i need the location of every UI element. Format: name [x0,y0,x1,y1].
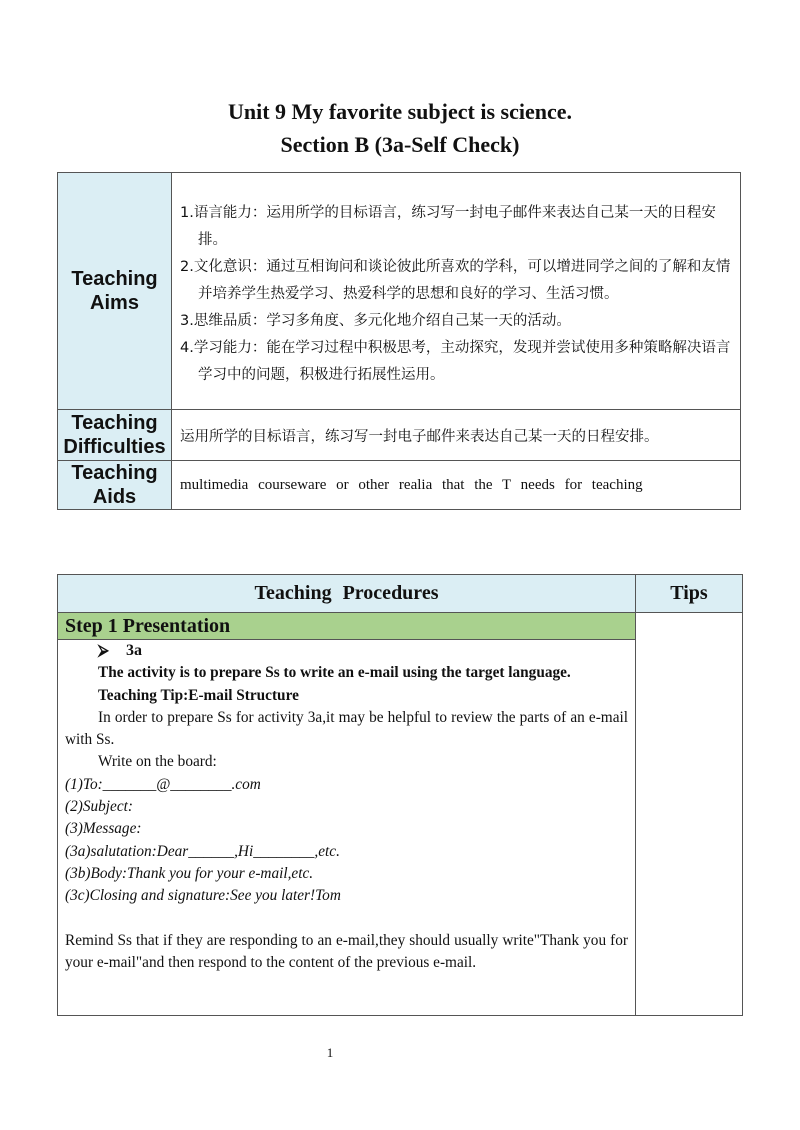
tips-column [636,613,743,1016]
document-subtitle: Section B (3a-Self Check) [280,132,520,157]
teaching-difficulties-content: 运用所学的目标语言，练习写一封电子邮件来表达自己某一天的日程安排。 [172,410,741,461]
remind-paragraph: Remind Ss that if they are responding to an e-mail,they should usually write"Thank you for your e-mail"and then respond to the content of the previous e-mail. [65,931,628,971]
teaching-aims-content [172,173,741,410]
procedures-header: Teaching Procedures [58,575,636,613]
board-line: (3b)Body:Thank you for your e-mail,etc. [65,864,314,882]
teaching-info-table [57,172,741,510]
board-line: (1)To:_______@________.com [65,775,261,793]
aim-item: 1.语言能力：运用所学的目标语言，练习写一封电子邮件来表达自己某一天的日程安排。 [180,204,716,248]
board-line: (2)Subject: [65,798,133,816]
section-3a-heading: ⮚ 3a [65,640,628,662]
step-1-body [58,640,636,1016]
teaching-aims-header: Teaching Aims [58,173,172,410]
teaching-procedures-table [57,574,743,1016]
board-line: (3a)salutation:Dear______,Hi________,etc. [65,842,340,860]
aim-item: 2.文化意识：通过互相询问和谈论彼此所喜欢的学科，可以增进同学之间的了解和友情并培养学生热爱学习、热爱科学的思想和良好的学习、生活习惯。 [180,258,731,302]
tips-header: Tips [636,575,743,613]
teaching-tip-title: Teaching Tip:E-mail Structure [98,686,299,704]
page-number: 1 [326,1045,334,1060]
aim-item: 4.学习能力：能在学习过程中积极思考，主动探究，发现并尝试使用多种策略解决语言学习中的问题，积极进行拓展性运用。 [180,339,731,383]
teaching-aids-content: multimedia courseware or other realia that the T needs for teaching [172,461,741,510]
step-1-heading: Step 1 Presentation [58,613,636,640]
write-on-board-label: Write on the board: [98,753,217,771]
activity-description: The activity is to prepare Ss to write an e-mail using the target language. [98,664,571,682]
arrow-bullet-icon: ⮚ [98,643,109,659]
teaching-tip-text: In order to prepare Ss for activity 3a,it may be helpful to review the parts of an e-mail with Ss. [65,708,628,749]
board-line: (3c)Closing and signature:See you later!Tom [65,887,341,905]
teaching-difficulties-header: Teaching Difficulties [58,410,172,461]
teaching-aids-header: Teaching Aids [58,461,172,510]
aim-item: 3.思维品质：学习多角度、多元化地介绍自己某一天的活动。 [180,312,571,329]
board-line: (3)Message: [65,820,142,838]
document-title: Unit 9 My favorite subject is science. [228,99,572,124]
